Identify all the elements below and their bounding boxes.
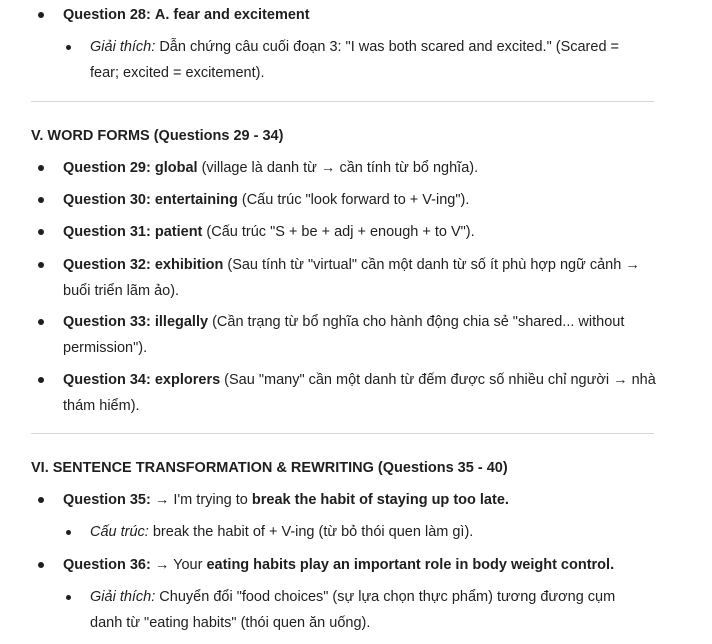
list-item-q34 <box>63 367 663 419</box>
list-item-q28-note <box>90 34 650 86</box>
sub-bullet <box>66 530 71 535</box>
question-answer: break the habit of staying up too late. <box>251 492 509 508</box>
bullet <box>38 319 44 325</box>
list-item-q28 <box>63 2 663 28</box>
question-answer: exhibition <box>154 257 224 273</box>
list-item-q36-note <box>90 584 650 636</box>
question-label: Question 29: <box>63 160 151 176</box>
note-text: break the habit of + V-ing (từ bỏ thói quen làm gì). <box>148 524 474 540</box>
list-item-q35 <box>63 487 663 513</box>
explanation: (Cấu trúc "look forward to + V-ing"). <box>237 192 470 208</box>
question-label: Question 35: <box>63 492 151 508</box>
question-answer: explorers <box>154 372 221 388</box>
question-answer: global <box>154 160 198 176</box>
question-label: Question 31: <box>63 224 151 240</box>
list-item-q35-note <box>90 519 650 545</box>
list-item-q30 <box>63 187 663 213</box>
arrow-text: → Your <box>150 557 207 573</box>
bullet <box>38 229 44 235</box>
question-label: Question 36: <box>63 557 151 573</box>
explanation: (Cần trạng từ bổ nghĩa cho hành động chia sẻ "shared... without permission"). <box>63 314 625 356</box>
question-label: Question 34: <box>63 372 151 388</box>
explanation: (Sau "many" cần một danh từ đếm được số nhiều chỉ người → nhà thám hiểm). <box>63 372 656 414</box>
sub-bullet <box>66 45 71 50</box>
explanation: (village là danh từ → cần tính từ bổ nghĩa). <box>197 160 479 176</box>
bullet <box>38 12 44 18</box>
note-text: Dẫn chứng câu cuối đoạn 3: "I was both scared and excited." (Scared = fear; excited = excitement). <box>90 39 620 81</box>
question-answer: patient <box>154 224 203 240</box>
note-label: Cấu trúc: <box>90 524 149 540</box>
list-item-q33 <box>63 309 663 361</box>
question-answer: A. fear and excitement <box>154 7 310 23</box>
question-label: Question 28: <box>63 7 151 23</box>
note-label: Giải thích: <box>90 589 156 605</box>
explanation: (Sau tính từ "virtual" cần một danh từ số ít phù hợp ngữ cảnh → buổi triển lãm ảo). <box>63 257 640 299</box>
question-label: Question 30: <box>63 192 151 208</box>
arrow-text: → I'm trying to <box>150 492 252 508</box>
question-label: Question 32: <box>63 257 151 273</box>
bullet <box>38 262 44 268</box>
bullet <box>38 562 44 568</box>
bullet <box>38 165 44 171</box>
question-label: Question 33: <box>63 314 151 330</box>
question-answer: entertaining <box>154 192 238 208</box>
sub-bullet <box>66 595 71 600</box>
list-item-q36 <box>63 552 663 578</box>
bullet <box>38 377 44 383</box>
section-heading-word-forms: V. WORD FORMS (Questions 29 - 34) <box>31 128 284 144</box>
list-item-q32 <box>63 252 663 304</box>
section-heading-sentence-transformation: VI. SENTENCE TRANSFORMATION & REWRITING (Questions 35 - 40) <box>31 460 508 476</box>
divider <box>31 433 654 434</box>
bullet <box>38 197 44 203</box>
list-item-q29 <box>63 155 663 181</box>
note-label: Giải thích: <box>90 39 156 55</box>
divider <box>31 101 654 102</box>
explanation: (Cấu trúc "S + be + adj + enough + to V"). <box>202 224 475 240</box>
question-answer: eating habits play an important role in body weight control. <box>206 557 615 573</box>
bullet <box>38 497 44 503</box>
note-text: Chuyển đổi "food choices" (sự lựa chọn thực phẩm) tương đương cụm danh từ "eating habits" (thói quen ăn uống). <box>90 589 616 631</box>
list-item-q31 <box>63 219 663 245</box>
question-answer: illegally <box>154 314 209 330</box>
